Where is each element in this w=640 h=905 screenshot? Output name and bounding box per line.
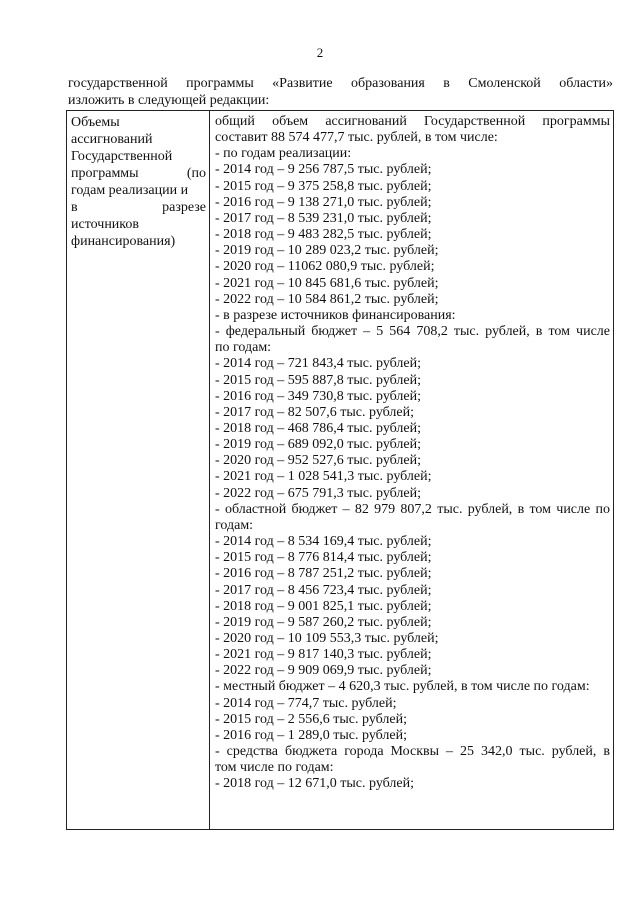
right-line: - 2014 год – 9 256 787,5 тыс. рублей; <box>215 162 432 178</box>
right-line: - средства бюджета города Москвы – 25 342,0 тыс. рублей, в <box>215 744 610 760</box>
right-line: - 2022 год – 10 584 861,2 тыс. рублей; <box>215 291 439 307</box>
funding-table <box>66 110 614 830</box>
left-line: в разрезе <box>71 200 206 215</box>
left-line: Государственной <box>71 149 173 164</box>
right-line: - 2015 год – 595 887,8 тыс. рублей; <box>215 372 422 388</box>
right-line: - 2019 год – 9 587 260,2 тыс. рублей; <box>215 614 432 630</box>
left-line: программы (по <box>71 166 206 181</box>
right-line: - 2015 год – 8 776 814,4 тыс. рублей; <box>215 550 432 566</box>
right-line: - по годам реализации: <box>215 146 352 162</box>
intro-line-1: государственной программы «Развитие образования в Смоленской области» <box>68 76 613 91</box>
right-line: - 2019 год – 10 289 023,2 тыс. рублей; <box>215 243 439 259</box>
right-line: - 2018 год – 12 671,0 тыс. рублей; <box>215 776 415 792</box>
right-line: - 2021 год – 9 817 140,3 тыс. рублей; <box>215 647 432 663</box>
right-line: общий объем ассигнований Государственной программы <box>215 114 610 129</box>
left-line: финансирования) <box>71 234 176 249</box>
right-line: - 2015 год – 2 556,6 тыс. рублей; <box>215 711 408 727</box>
right-line: - 2018 год – 468 786,4 тыс. рублей; <box>215 420 422 436</box>
right-line: - 2017 год – 8 539 231,0 тыс. рублей; <box>215 210 432 226</box>
table-row <box>67 111 614 830</box>
intro-line-2: изложить в следующей редакции: <box>68 93 270 108</box>
right-line: - 2020 год – 11062 080,9 тыс. рублей; <box>215 259 435 275</box>
right-line: - 2019 год – 689 092,0 тыс. рублей; <box>215 437 422 453</box>
right-line: - 2020 год – 10 109 553,3 тыс. рублей; <box>215 631 439 646</box>
right-line: - 2022 год – 9 909 069,9 тыс. рублей; <box>215 663 432 679</box>
right-line: - 2017 год – 8 456 723,4 тыс. рублей; <box>215 582 432 598</box>
right-line: - 2022 год – 675 791,3 тыс. рублей; <box>215 485 422 501</box>
right-line: - 2014 год – 774,7 тыс. рублей; <box>215 695 397 711</box>
right-line: том числе по годам: <box>215 760 334 776</box>
right-line: - 2018 год – 9 483 282,5 тыс. рублей; <box>215 227 432 243</box>
right-line: - 2020 год – 952 527,6 тыс. рублей; <box>215 453 422 469</box>
right-line: годам: <box>215 517 254 533</box>
page-number: 2 <box>316 45 324 60</box>
left-line: Объемы <box>71 115 120 130</box>
right-cell <box>210 111 614 830</box>
right-line: - 2021 год – 10 845 681,6 тыс. рублей; <box>215 275 439 291</box>
right-line: составит 88 574 477,7 тыс. рублей, в том числе: <box>215 130 498 146</box>
left-line: источников <box>71 217 140 232</box>
right-line: - 2014 год – 8 534 169,4 тыс. рублей; <box>215 534 432 550</box>
right-line: - 2016 год – 8 787 251,2 тыс. рублей; <box>215 566 432 582</box>
right-line: - федеральный бюджет – 5 564 708,2 тыс. рублей, в том числе <box>215 324 610 340</box>
left-cell <box>67 111 210 830</box>
intro-text <box>68 75 613 109</box>
right-line: - областной бюджет – 82 979 807,2 тыс. рублей, в том числе по <box>215 501 610 517</box>
right-line: - 2017 год – 82 507,6 тыс. рублей; <box>215 404 415 420</box>
right-line: - 2014 год – 721 843,4 тыс. рублей; <box>215 356 422 372</box>
left-line: годам реализации и <box>71 183 189 198</box>
right-line: - 2018 год – 9 001 825,1 тыс. рублей; <box>215 598 432 614</box>
right-line: - 2016 год – 1 289,0 тыс. рублей; <box>215 727 408 743</box>
right-line: - 2015 год – 9 375 258,8 тыс. рублей; <box>215 178 432 194</box>
right-line: по годам: <box>215 340 272 356</box>
right-line: - местный бюджет – 4 620,3 тыс. рублей, в том числе по годам: <box>215 679 590 695</box>
right-line: - в разрезе источников финансирования: <box>215 307 456 323</box>
right-line: - 2021 год – 1 028 541,3 тыс. рублей; <box>215 469 432 485</box>
right-line: - 2016 год – 9 138 271,0 тыс. рублей; <box>215 194 432 210</box>
right-line: - 2016 год – 349 730,8 тыс. рублей; <box>215 388 422 404</box>
left-line: ассигнований <box>71 132 153 147</box>
